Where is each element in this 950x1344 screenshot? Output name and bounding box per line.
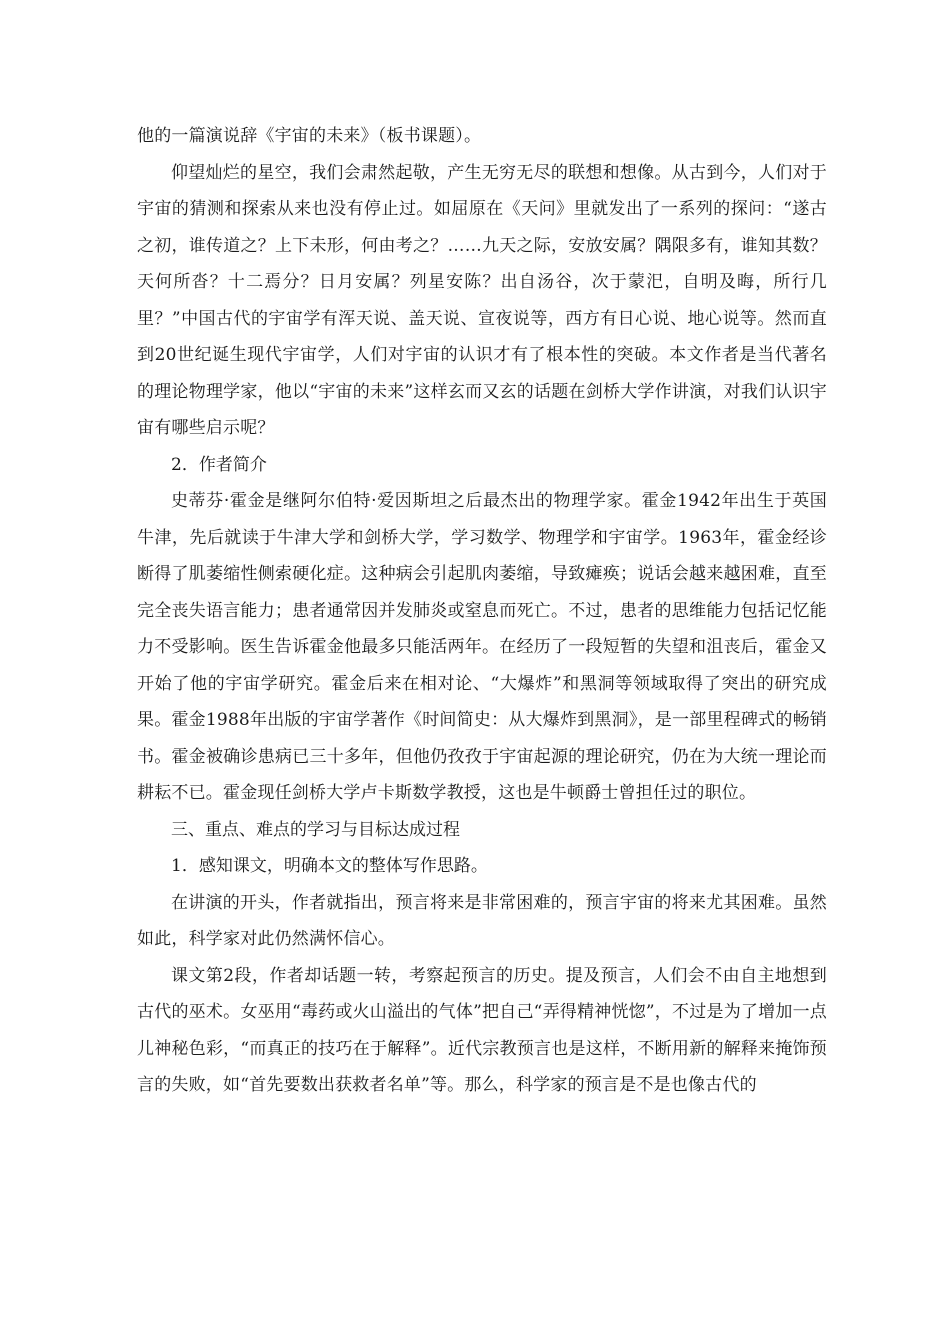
paragraph-prophecy-history: 课文第2段，作者却话题一转，考察起预言的历史。提及预言，人们会不由自主地想到古代的巫术。女巫用“毒药或火山溢出的气体”把自己“弄得精神恍惚”，不过是为了增加一点儿神秘色彩，“而真正的技巧在于解释”。近代宗教预言也是这样，不断用新的解释来掩饰预言的失败，如“首先要数出获救者名单”等。那么，科学家的预言是不是也像古代的 (137, 965, 827, 1095)
heading-perceive-text: 1．感知课文，明确本文的整体写作思路。 (171, 856, 488, 876)
document-body (137, 118, 827, 1104)
heading-section-three: 三、重点、难点的学习与目标达成过程 (171, 819, 460, 840)
heading-author-intro: 2．作者简介 (171, 454, 267, 475)
paragraph-speech-opening: 在讲演的开头，作者就指出，预言将来是非常困难的，预言宇宙的将来尤其困难。虽然如此，科学家对此仍然满怀信心。 (137, 892, 827, 949)
paragraph-intro-end: 他的一篇演说辞《宇宙的未来》（板书课题）。 (137, 126, 482, 146)
paragraph-hawking-bio: 史蒂芬·霍金是继阿尔伯特·爱因斯坦之后最杰出的物理学家。霍金1942年出生于英国牛津，先后就读于牛津大学和剑桥大学，学习数学、物理学和宇宙学。1963年，霍金经诊断得了肌萎缩性侧索硬化症。这种病会引起肌肉萎缩，导致瘫痪；说话会越来越困难，直至完全丧失语言能力；患者通常因并发肺炎或窒息而死亡。不过，患者的思维能力包括记忆能力不受影响。医生告诉霍金他最多只能活两年。在经历了一段短暂的失望和沮丧后，霍金又开始了他的宇宙学研究。霍金后来在相对论、“大爆炸”和黑洞等领域取得了突出的研究成果。霍金1988年出版的宇宙学著作《时间简史：从大爆炸到黑洞》，是一部里程碑式的畅销书。霍金被确诊患病已三十多年，但他仍孜孜于宇宙起源的理论研究，仍在为大统一理论而耕耘不已。霍金现任剑桥大学卢卡斯数学教授，这也是牛顿爵士曾担任过的职位。 (137, 491, 827, 803)
paragraph-starry-sky: 仰望灿烂的星空，我们会肃然起敬，产生无穷无尽的联想和想像。从古到今，人们对于宇宙的猜测和探索从来也没有停止过。如屈原在《天问》里就发出了一系列的探问：“遂古之初，谁传道之？上下未形，何由考之？……九天之际，安放安属？隅限多有，谁知其数？天何所沓？十二焉分？日月安属？列星安陈？出自汤谷，次于蒙汜，自明及晦，所行几里？”中国古代的宇宙学有浑天说、盖天说、宣夜说等，西方有日心说、地心说等。然而直到20世纪诞生现代宇宙学，人们对宇宙的认识才有了根本性的突破。本文作者是当代著名的理论物理学家，他以“宇宙的未来”这样玄而又玄的话题在剑桥大学作讲演，对我们认识宇宙有哪些启示呢？ (137, 162, 827, 438)
